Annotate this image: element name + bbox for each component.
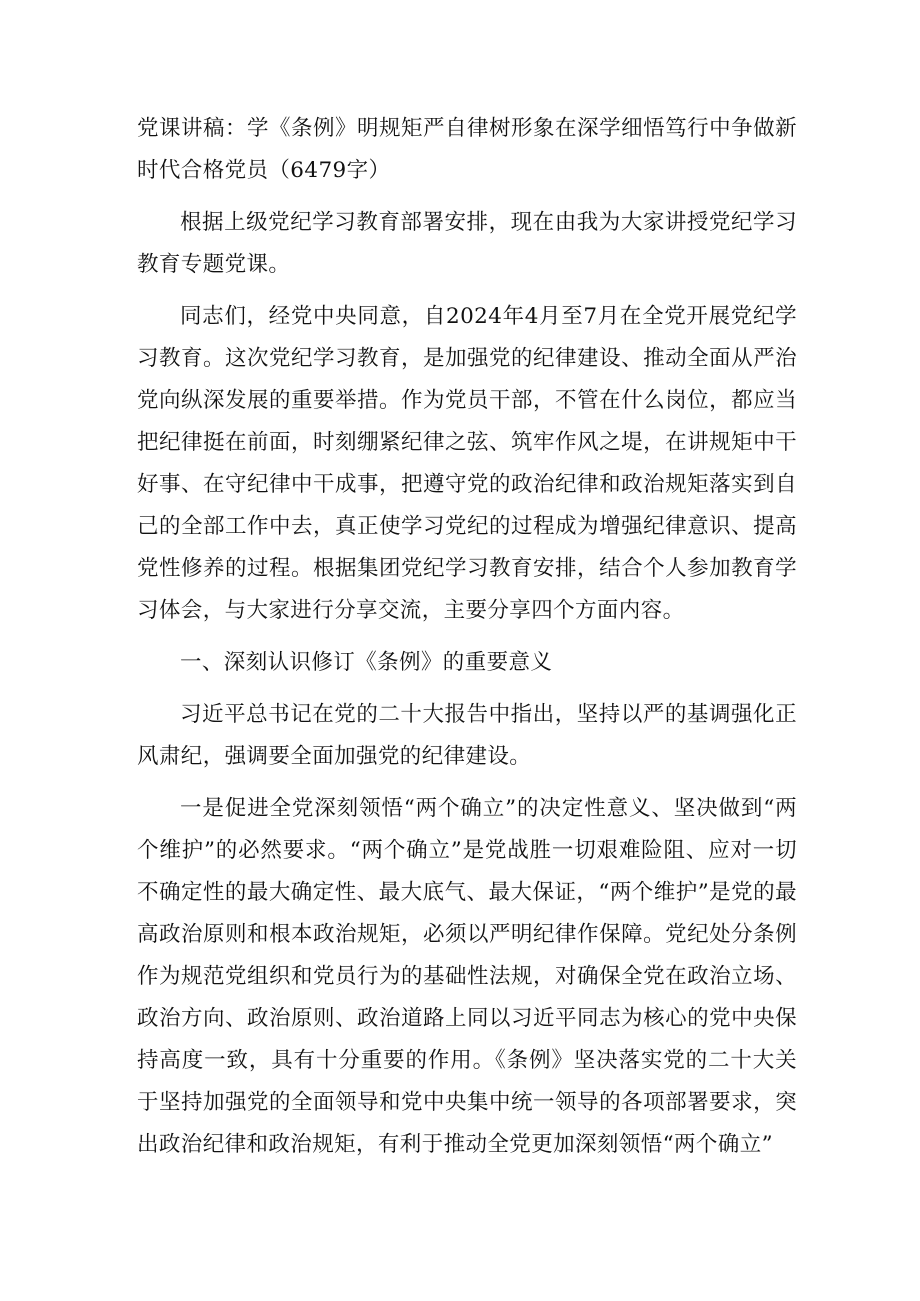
section-paragraph: 一是促进全党深刻领悟“两个确立”的决定性意义、坚决做到“两个维护”的必然要求。“两个确立”是党战胜一切艰难险阻、应对一切不确定性的最大确定性、最大底气、最大保证，“两个维护”是党的最高政治原则和根本政治规矩，必须以严明纪律作保障。党纪处分条例作为规范党组织和党员行为的基础性法规，对确保全党在政治立场、政治方向、政治原则、政治道路上同以习近平同志为核心的党中央保持高度一致，具有十分重要的作用。《条例》坚决落实党的二十大关于坚持加强党的全面领导和党中央集中统一领导的各项部署要求，突出政治纪律和政治规矩，有利于推动全党更加深刻领悟“两个确立”	[137, 796, 797, 1157]
document-body	[137, 108, 797, 1166]
intro-paragraph: 根据上级党纪学习教育部署安排，现在由我为大家讲授党纪学习教育专题党课。	[137, 210, 797, 277]
document-title: 党课讲稿：学《条例》明规矩严自律树形象在深学细悟笃行中争做新时代合格党员（6479字）	[137, 116, 797, 183]
section-heading: 一、深刻认识修订《条例》的重要意义	[180, 650, 553, 675]
section-paragraph: 习近平总书记在党的二十大报告中指出，坚持以严的基调强化正风肃纪，强调要全面加强党的纪律建设。	[137, 702, 797, 769]
context-paragraph: 同志们，经党中央同意，自2024年4月至7月在全党开展党纪学习教育。这次党纪学习教育，是加强党的纪律建设、推动全面从严治党向纵深发展的重要举措。作为党员干部，不管在什么岗位，都应当把纪律挺在前面，时刻绷紧纪律之弦、筑牢作风之堤，在讲规矩中干好事、在守纪律中干成事，把遵守党的政治纪律和政治规矩落实到自己的全部工作中去，真正使学习党纪的过程成为增强纪律意识、提高党性修养的过程。根据集团党纪学习教育安排，结合个人参加教育学习体会，与大家进行分享交流，主要分享四个方面内容。	[137, 304, 797, 623]
